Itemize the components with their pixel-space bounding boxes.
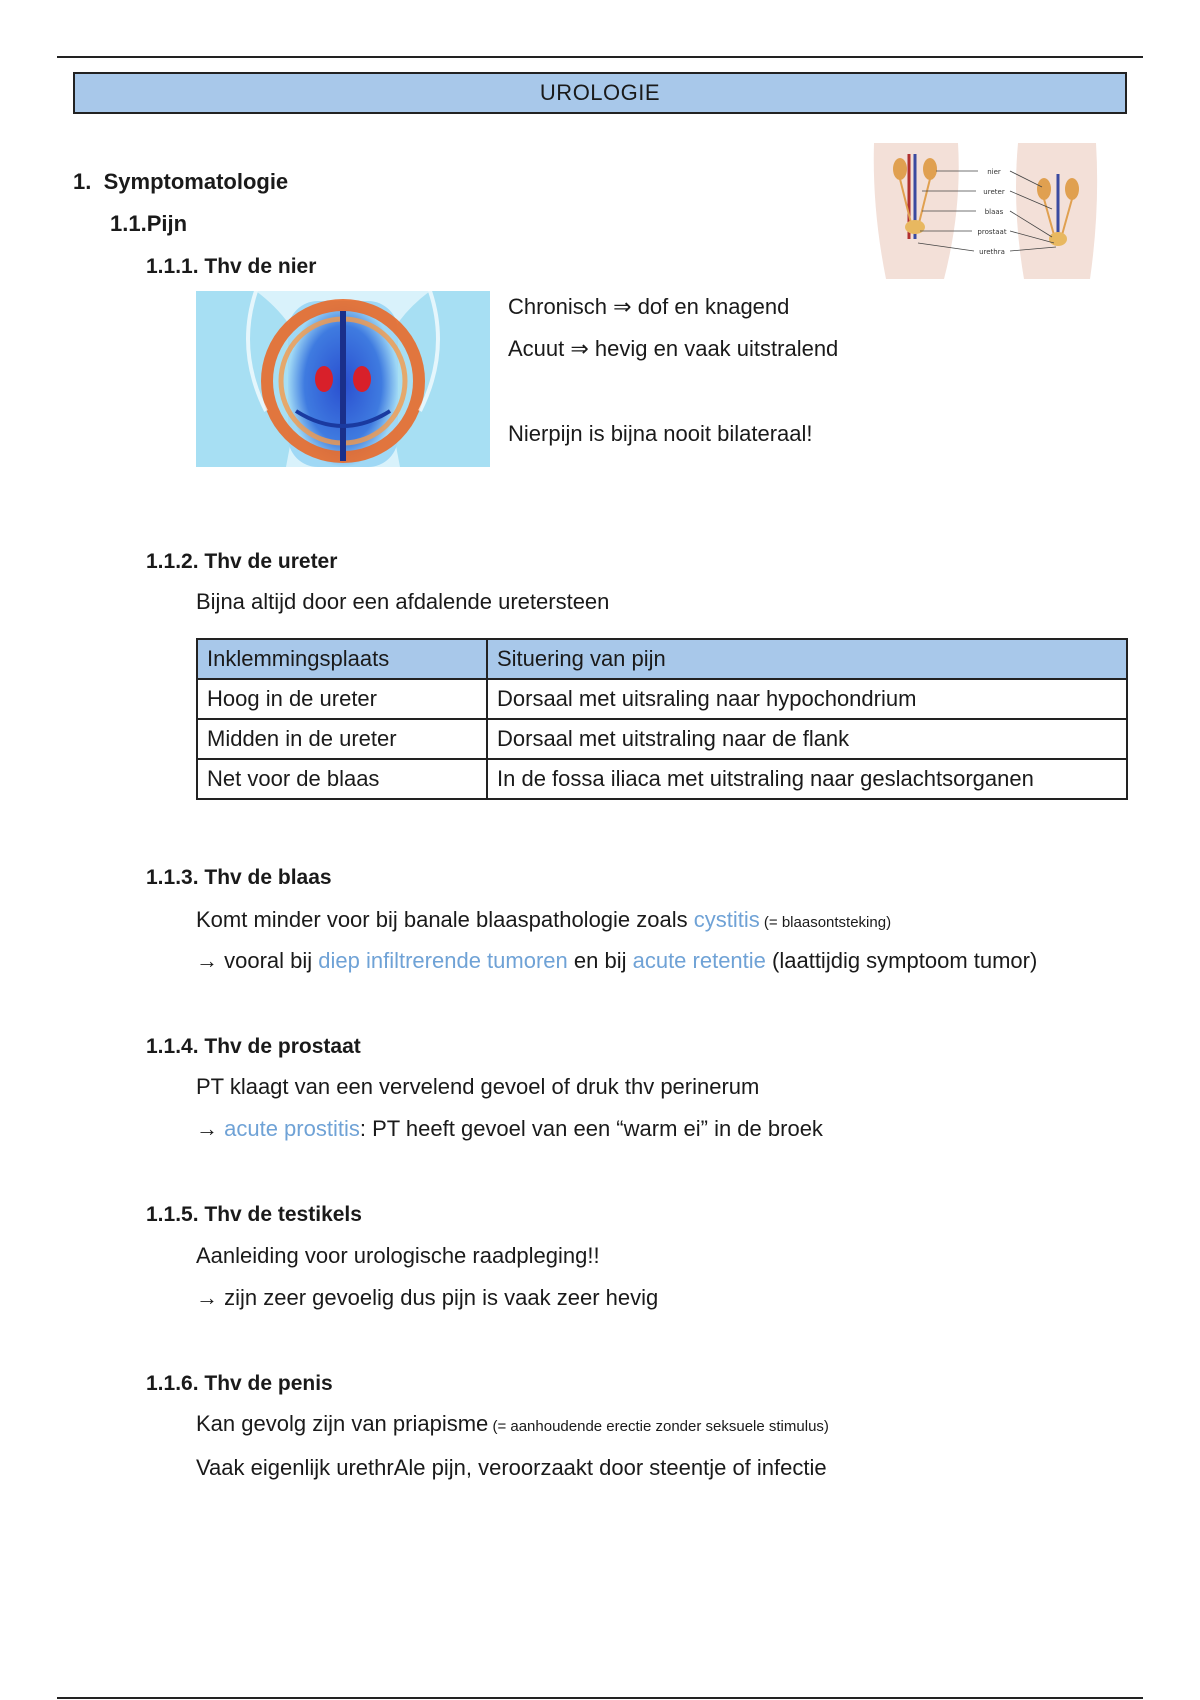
- penis-line1-text: Kan gevolg zijn van priapisme: [196, 1411, 489, 1436]
- penis-line1: [196, 1411, 829, 1437]
- bottom-rule: [57, 1697, 1143, 1699]
- penis-heading: 1.1.6. Thv de penis: [146, 1372, 333, 1395]
- ureter-table: [196, 638, 1128, 800]
- nier-chronisch: Chronisch ⇒ dof en knagend: [508, 294, 790, 319]
- subsection-heading: [110, 211, 187, 237]
- testikels-heading: 1.1.5. Thv de testikels: [146, 1203, 362, 1226]
- ureter-intro: Bijna altijd door een afdalende uretersteen: [196, 589, 610, 614]
- page-title: [73, 72, 1127, 114]
- penis-line2: Vaak eigenlijk urethrAle pijn, veroorzaakt door steentje of infectie: [196, 1455, 827, 1480]
- blaas-heading: 1.1.3. Thv de blaas: [146, 866, 332, 889]
- kidney-pain-illustration: [196, 291, 490, 467]
- urinary-tract-diagram: [866, 139, 1102, 281]
- table-row: [197, 759, 1127, 799]
- blaas-line1-note: (= blaasontsteking): [759, 914, 892, 931]
- tumoren-link[interactable]: diep infiltrerende tumoren: [318, 948, 568, 973]
- penis-line1-note: (= aanhoudende erectie zonder seksuele stimulus): [488, 1418, 829, 1435]
- blaas-line2-post: (laattijdig symptoom tumor): [765, 948, 1038, 973]
- section-title: Symptomatologie: [103, 169, 289, 194]
- blaas-line1: [196, 907, 891, 933]
- nier-bilateraal: Nierpijn is bijna nooit bilateraal!: [508, 421, 813, 446]
- nier-acuut: Acuut ⇒ hevig en vaak uitstralend: [508, 336, 839, 361]
- prostaat-line2-arrow: →: [196, 1116, 225, 1141]
- section-heading: [73, 169, 288, 195]
- table-header-row: [197, 639, 1127, 679]
- testikels-line1: Aanleiding voor urologische raadpleging!!: [196, 1243, 600, 1268]
- subsection-number: 1.1.: [110, 211, 147, 236]
- subsection-title: Pijn: [146, 211, 188, 236]
- acute-prostitis-link[interactable]: acute prostitis: [224, 1116, 360, 1141]
- table-cell: Net voor de blaas: [197, 759, 487, 799]
- diagram-label-blaas: blaas: [984, 208, 1004, 216]
- blaas-line2: [196, 948, 1037, 974]
- cystitis-link[interactable]: cystitis: [693, 907, 760, 932]
- table-cell: In de fossa iliaca met uitstraling naar geslachtsorganen: [487, 759, 1127, 799]
- table-row: [197, 719, 1127, 759]
- table-cell: Hoog in de ureter: [197, 679, 487, 719]
- diagram-label-nier: nier: [987, 168, 1001, 176]
- nier-heading: 1.1.1. Thv de nier: [146, 255, 317, 278]
- diagram-label-prostaat: prostaat: [977, 228, 1007, 236]
- prostaat-heading: 1.1.4. Thv de prostaat: [146, 1035, 361, 1058]
- prostaat-line2: [196, 1116, 823, 1142]
- acute-retentie-link[interactable]: acute retentie: [632, 948, 766, 973]
- ureter-heading: 1.1.2. Thv de ureter: [146, 550, 338, 573]
- table-header: Inklemmingsplaats: [197, 639, 487, 679]
- table-cell: Dorsaal met uitsraling naar hypochondrium: [487, 679, 1127, 719]
- prostaat-line2-post: : PT heeft gevoel van een “warm ei” in de broek: [359, 1116, 823, 1141]
- diagram-label-ureter: ureter: [983, 188, 1005, 196]
- testikels-line2: → zijn zeer gevoelig dus pijn is vaak zeer hevig: [196, 1285, 659, 1310]
- blaas-line2-arrow: → vooral bij: [196, 948, 319, 973]
- blaas-line2-mid: en bij: [567, 948, 633, 973]
- diagram-label-urethra: urethra: [979, 248, 1005, 256]
- prostaat-line1: PT klaagt van een vervelend gevoel of druk thv perinerum: [196, 1074, 760, 1099]
- table-cell: Midden in de ureter: [197, 719, 487, 759]
- table-header: Situering van pijn: [487, 639, 1127, 679]
- table-row: [197, 679, 1127, 719]
- table-cell: Dorsaal met uitstraling naar de flank: [487, 719, 1127, 759]
- blaas-line1-text: Komt minder voor bij banale blaaspathologie zoals: [196, 907, 694, 932]
- top-rule: [57, 56, 1143, 58]
- section-number: 1.: [73, 169, 92, 194]
- page-title-text: UROLOGIE: [539, 80, 661, 105]
